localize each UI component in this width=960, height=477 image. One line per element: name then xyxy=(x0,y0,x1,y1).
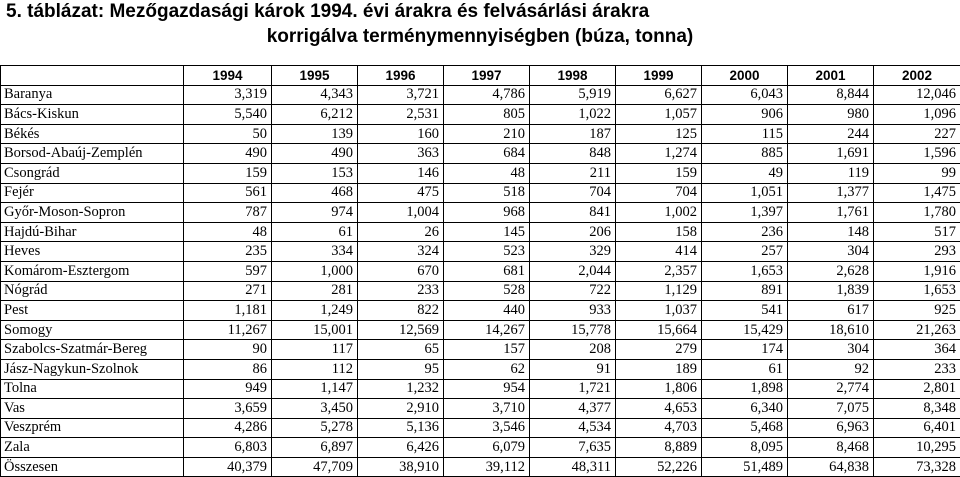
table-row xyxy=(1,183,960,203)
table-row xyxy=(1,320,960,340)
value-cell: 2,044 xyxy=(530,261,616,281)
table-row xyxy=(1,222,960,242)
value-cell: 528 xyxy=(444,281,530,301)
value-cell: 86 xyxy=(184,359,272,379)
value-cell: 518 xyxy=(444,183,530,203)
value-cell: 159 xyxy=(616,163,702,183)
value-cell: 8,095 xyxy=(702,438,788,458)
header-cell: 1999 xyxy=(616,66,702,86)
table-row xyxy=(1,379,960,399)
value-cell: 15,778 xyxy=(530,320,616,340)
value-cell: 189 xyxy=(616,359,702,379)
value-cell: 6,426 xyxy=(358,438,444,458)
value-cell: 244 xyxy=(788,124,874,144)
value-cell: 157 xyxy=(444,340,530,360)
county-name-cell: Hajdú-Bihar xyxy=(1,222,184,242)
value-cell: 2,774 xyxy=(788,379,874,399)
county-name-cell: Csongrád xyxy=(1,163,184,183)
value-cell: 1,057 xyxy=(616,105,702,125)
value-cell: 146 xyxy=(358,163,444,183)
value-cell: 4,377 xyxy=(530,399,616,419)
value-cell: 148 xyxy=(788,222,874,242)
value-cell: 50 xyxy=(184,124,272,144)
value-cell: 49 xyxy=(702,163,788,183)
value-cell: 3,546 xyxy=(444,418,530,438)
value-cell: 848 xyxy=(530,144,616,164)
header-cell: 2002 xyxy=(874,66,960,86)
value-cell: 1,475 xyxy=(874,183,960,203)
value-cell: 145 xyxy=(444,222,530,242)
value-cell: 490 xyxy=(184,144,272,164)
value-cell: 271 xyxy=(184,281,272,301)
header-cell: 1994 xyxy=(184,66,272,86)
table-row xyxy=(1,105,960,125)
value-cell: 617 xyxy=(788,301,874,321)
value-cell: 160 xyxy=(358,124,444,144)
value-cell: 891 xyxy=(702,281,788,301)
value-cell: 48 xyxy=(184,222,272,242)
value-cell: 15,664 xyxy=(616,320,702,340)
value-cell: 2,357 xyxy=(616,261,702,281)
value-cell: 468 xyxy=(272,183,358,203)
value-cell: 6,627 xyxy=(616,85,702,105)
value-cell: 1,806 xyxy=(616,379,702,399)
value-cell: 324 xyxy=(358,242,444,262)
county-name-cell: Bács-Kiskun xyxy=(1,105,184,125)
value-cell: 6,043 xyxy=(702,85,788,105)
value-cell: 541 xyxy=(702,301,788,321)
value-cell: 5,468 xyxy=(702,418,788,438)
value-cell: 440 xyxy=(444,301,530,321)
value-cell: 949 xyxy=(184,379,272,399)
value-cell: 8,468 xyxy=(788,438,874,458)
value-cell: 47,709 xyxy=(272,457,358,477)
header-cell: 2001 xyxy=(788,66,874,86)
value-cell: 5,136 xyxy=(358,418,444,438)
county-name-cell: Borsod-Abaúj-Zemplén xyxy=(1,144,184,164)
value-cell: 1,761 xyxy=(788,203,874,223)
table-row xyxy=(1,203,960,223)
county-name-cell: Zala xyxy=(1,438,184,458)
value-cell: 681 xyxy=(444,261,530,281)
value-cell: 210 xyxy=(444,124,530,144)
value-cell: 233 xyxy=(874,359,960,379)
value-cell: 11,267 xyxy=(184,320,272,340)
header-cell: 1997 xyxy=(444,66,530,86)
header-cell: 1996 xyxy=(358,66,444,86)
value-cell: 517 xyxy=(874,222,960,242)
table-row xyxy=(1,418,960,438)
damage-table xyxy=(0,65,960,477)
value-cell: 40,379 xyxy=(184,457,272,477)
value-cell: 99 xyxy=(874,163,960,183)
value-cell: 4,343 xyxy=(272,85,358,105)
county-name-cell: Vas xyxy=(1,399,184,419)
value-cell: 1,839 xyxy=(788,281,874,301)
value-cell: 933 xyxy=(530,301,616,321)
county-name-cell: Fejér xyxy=(1,183,184,203)
value-cell: 73,328 xyxy=(874,457,960,477)
value-cell: 329 xyxy=(530,242,616,262)
table-row xyxy=(1,359,960,379)
value-cell: 1,780 xyxy=(874,203,960,223)
value-cell: 885 xyxy=(702,144,788,164)
value-cell: 8,889 xyxy=(616,438,702,458)
value-cell: 670 xyxy=(358,261,444,281)
value-cell: 1,274 xyxy=(616,144,702,164)
value-cell: 2,628 xyxy=(788,261,874,281)
value-cell: 174 xyxy=(702,340,788,360)
value-cell: 968 xyxy=(444,203,530,223)
table-row xyxy=(1,340,960,360)
header-row xyxy=(1,66,960,86)
value-cell: 15,001 xyxy=(272,320,358,340)
value-cell: 153 xyxy=(272,163,358,183)
value-cell: 7,075 xyxy=(788,399,874,419)
value-cell: 3,721 xyxy=(358,85,444,105)
value-cell: 21,263 xyxy=(874,320,960,340)
value-cell: 61 xyxy=(702,359,788,379)
value-cell: 3,710 xyxy=(444,399,530,419)
value-cell: 841 xyxy=(530,203,616,223)
value-cell: 2,910 xyxy=(358,399,444,419)
table-row xyxy=(1,124,960,144)
value-cell: 1,004 xyxy=(358,203,444,223)
value-cell: 257 xyxy=(702,242,788,262)
value-cell: 92 xyxy=(788,359,874,379)
value-cell: 206 xyxy=(530,222,616,242)
value-cell: 1,002 xyxy=(616,203,702,223)
value-cell: 90 xyxy=(184,340,272,360)
value-cell: 3,450 xyxy=(272,399,358,419)
value-cell: 187 xyxy=(530,124,616,144)
value-cell: 787 xyxy=(184,203,272,223)
value-cell: 4,786 xyxy=(444,85,530,105)
value-cell: 1,249 xyxy=(272,301,358,321)
value-cell: 125 xyxy=(616,124,702,144)
value-cell: 1,596 xyxy=(874,144,960,164)
county-name-cell: Komárom-Esztergom xyxy=(1,261,184,281)
value-cell: 52,226 xyxy=(616,457,702,477)
header-cell: 2000 xyxy=(702,66,788,86)
value-cell: 236 xyxy=(702,222,788,242)
value-cell: 39,112 xyxy=(444,457,530,477)
table-row xyxy=(1,144,960,164)
value-cell: 1,653 xyxy=(874,281,960,301)
value-cell: 684 xyxy=(444,144,530,164)
value-cell: 363 xyxy=(358,144,444,164)
value-cell: 980 xyxy=(788,105,874,125)
value-cell: 10,295 xyxy=(874,438,960,458)
value-cell: 5,278 xyxy=(272,418,358,438)
value-cell: 61 xyxy=(272,222,358,242)
value-cell: 475 xyxy=(358,183,444,203)
value-cell: 704 xyxy=(616,183,702,203)
county-name-cell: Nógrád xyxy=(1,281,184,301)
value-cell: 1,037 xyxy=(616,301,702,321)
value-cell: 62 xyxy=(444,359,530,379)
value-cell: 5,540 xyxy=(184,105,272,125)
value-cell: 51,489 xyxy=(702,457,788,477)
value-cell: 6,963 xyxy=(788,418,874,438)
value-cell: 233 xyxy=(358,281,444,301)
value-cell: 6,401 xyxy=(874,418,960,438)
value-cell: 112 xyxy=(272,359,358,379)
value-cell: 14,267 xyxy=(444,320,530,340)
value-cell: 6,079 xyxy=(444,438,530,458)
value-cell: 1,232 xyxy=(358,379,444,399)
value-cell: 15,429 xyxy=(702,320,788,340)
value-cell: 1,898 xyxy=(702,379,788,399)
table-title-line-2: korrigálva terménymennyiségben (búza, tonna) xyxy=(0,25,960,49)
value-cell: 1,022 xyxy=(530,105,616,125)
county-name-cell: Győr-Moson-Sopron xyxy=(1,203,184,223)
value-cell: 925 xyxy=(874,301,960,321)
value-cell: 159 xyxy=(184,163,272,183)
county-name-cell: Pest xyxy=(1,301,184,321)
value-cell: 304 xyxy=(788,242,874,262)
value-cell: 281 xyxy=(272,281,358,301)
value-cell: 208 xyxy=(530,340,616,360)
value-cell: 12,569 xyxy=(358,320,444,340)
table-row xyxy=(1,457,960,477)
value-cell: 490 xyxy=(272,144,358,164)
value-cell: 8,348 xyxy=(874,399,960,419)
value-cell: 974 xyxy=(272,203,358,223)
value-cell: 119 xyxy=(788,163,874,183)
value-cell: 1,181 xyxy=(184,301,272,321)
table-title-line-1: 5. táblázat: Mezőgazdasági károk 1994. évi árakra és felvásárlási árakra xyxy=(6,0,649,24)
value-cell: 4,534 xyxy=(530,418,616,438)
value-cell: 115 xyxy=(702,124,788,144)
value-cell: 65 xyxy=(358,340,444,360)
value-cell: 1,000 xyxy=(272,261,358,281)
value-cell: 1,721 xyxy=(530,379,616,399)
value-cell: 4,703 xyxy=(616,418,702,438)
value-cell: 117 xyxy=(272,340,358,360)
value-cell: 3,659 xyxy=(184,399,272,419)
value-cell: 279 xyxy=(616,340,702,360)
table-row xyxy=(1,438,960,458)
value-cell: 1,129 xyxy=(616,281,702,301)
value-cell: 1,096 xyxy=(874,105,960,125)
value-cell: 6,340 xyxy=(702,399,788,419)
county-name-cell: Jász-Nagykun-Szolnok xyxy=(1,359,184,379)
table-row xyxy=(1,242,960,262)
county-name-cell: Összesen xyxy=(1,457,184,477)
table-row xyxy=(1,301,960,321)
value-cell: 227 xyxy=(874,124,960,144)
header-cell: 1995 xyxy=(272,66,358,86)
value-cell: 48 xyxy=(444,163,530,183)
value-cell: 26 xyxy=(358,222,444,242)
value-cell: 2,801 xyxy=(874,379,960,399)
value-cell: 95 xyxy=(358,359,444,379)
value-cell: 139 xyxy=(272,124,358,144)
value-cell: 38,910 xyxy=(358,457,444,477)
value-cell: 235 xyxy=(184,242,272,262)
value-cell: 364 xyxy=(874,340,960,360)
value-cell: 7,635 xyxy=(530,438,616,458)
value-cell: 1,397 xyxy=(702,203,788,223)
value-cell: 91 xyxy=(530,359,616,379)
table-row xyxy=(1,163,960,183)
value-cell: 8,844 xyxy=(788,85,874,105)
value-cell: 211 xyxy=(530,163,616,183)
county-name-cell: Tolna xyxy=(1,379,184,399)
value-cell: 4,653 xyxy=(616,399,702,419)
value-cell: 158 xyxy=(616,222,702,242)
value-cell: 2,531 xyxy=(358,105,444,125)
value-cell: 64,838 xyxy=(788,457,874,477)
county-name-cell: Somogy xyxy=(1,320,184,340)
value-cell: 561 xyxy=(184,183,272,203)
value-cell: 1,147 xyxy=(272,379,358,399)
table-row xyxy=(1,281,960,301)
value-cell: 6,803 xyxy=(184,438,272,458)
value-cell: 704 xyxy=(530,183,616,203)
value-cell: 1,691 xyxy=(788,144,874,164)
value-cell: 414 xyxy=(616,242,702,262)
value-cell: 906 xyxy=(702,105,788,125)
county-name-cell: Baranya xyxy=(1,85,184,105)
value-cell: 523 xyxy=(444,242,530,262)
value-cell: 6,897 xyxy=(272,438,358,458)
value-cell: 334 xyxy=(272,242,358,262)
value-cell: 3,319 xyxy=(184,85,272,105)
value-cell: 293 xyxy=(874,242,960,262)
value-cell: 18,610 xyxy=(788,320,874,340)
table-row xyxy=(1,261,960,281)
value-cell: 1,916 xyxy=(874,261,960,281)
value-cell: 1,653 xyxy=(702,261,788,281)
table-row xyxy=(1,399,960,419)
value-cell: 5,919 xyxy=(530,85,616,105)
value-cell: 597 xyxy=(184,261,272,281)
county-name-cell: Szabolcs-Szatmár-Bereg xyxy=(1,340,184,360)
county-name-cell: Heves xyxy=(1,242,184,262)
value-cell: 954 xyxy=(444,379,530,399)
county-name-cell: Békés xyxy=(1,124,184,144)
value-cell: 1,377 xyxy=(788,183,874,203)
value-cell: 304 xyxy=(788,340,874,360)
value-cell: 805 xyxy=(444,105,530,125)
county-name-cell: Veszprém xyxy=(1,418,184,438)
value-cell: 48,311 xyxy=(530,457,616,477)
header-cell: 1998 xyxy=(530,66,616,86)
value-cell: 722 xyxy=(530,281,616,301)
header-cell xyxy=(1,66,184,86)
table-row xyxy=(1,85,960,105)
value-cell: 1,051 xyxy=(702,183,788,203)
value-cell: 822 xyxy=(358,301,444,321)
value-cell: 12,046 xyxy=(874,85,960,105)
value-cell: 6,212 xyxy=(272,105,358,125)
value-cell: 4,286 xyxy=(184,418,272,438)
